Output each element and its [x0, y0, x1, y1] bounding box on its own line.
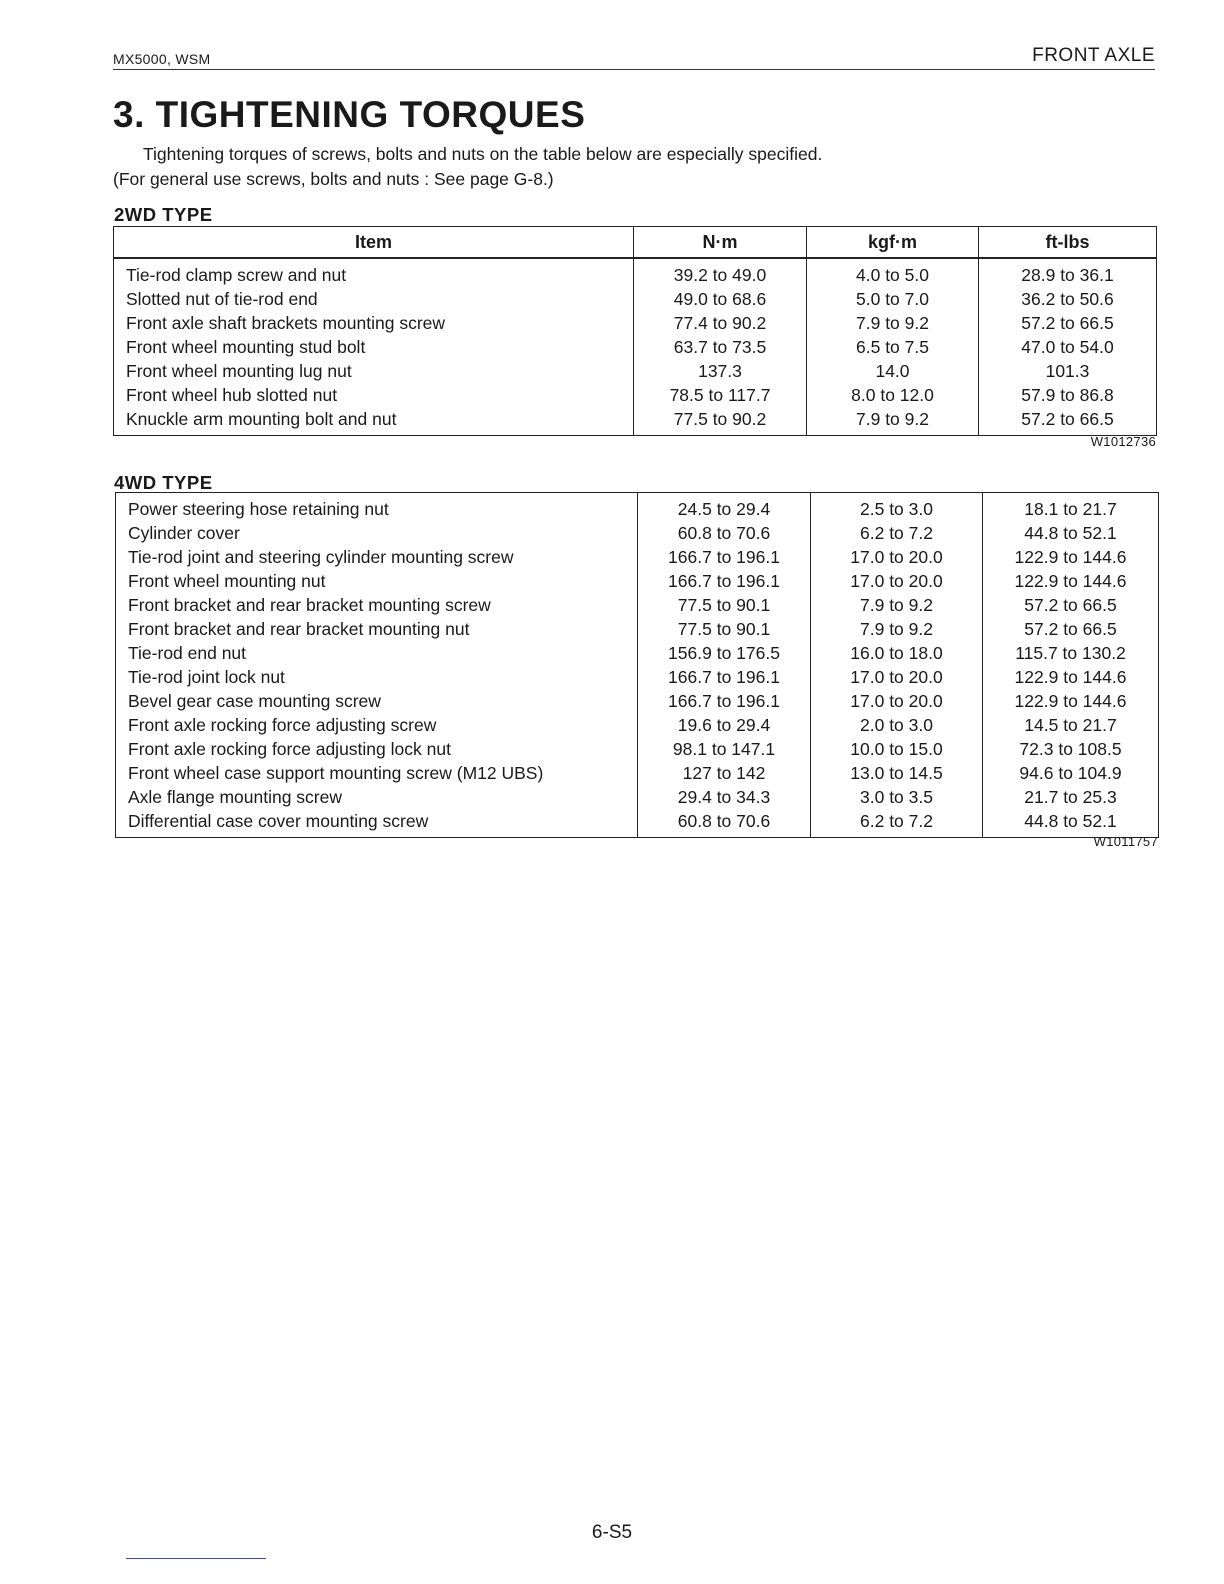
- row-nm: 127 to 142: [638, 761, 811, 785]
- row-item: Tie-rod end nut: [116, 641, 638, 665]
- row-ftlbs: 122.9 to 144.6: [1014, 571, 1127, 591]
- table-row: [116, 545, 1159, 569]
- table-row: [114, 359, 1157, 383]
- row-ftlbs: 122.9 to 144.6: [1014, 547, 1127, 567]
- table-row: [114, 311, 1157, 335]
- row-item: Front bracket and rear bracket mounting screw: [116, 593, 638, 617]
- row-kgfm: 6.2 to 7.2: [811, 521, 983, 545]
- table-row: [116, 713, 1159, 737]
- table-row: [116, 617, 1159, 641]
- row-ftlbs: 57.2 to 66.5: [1021, 409, 1114, 429]
- row-kgfm: 17.0 to 20.0: [811, 665, 983, 689]
- table-header-row: [114, 227, 1157, 259]
- row-ftlbs: 36.2 to 50.6: [1021, 289, 1114, 309]
- row-item: Front wheel case support mounting screw (M12 UBS): [116, 761, 638, 785]
- column-header-item: Item: [114, 227, 634, 259]
- row-nm: 29.4 to 34.3: [638, 785, 811, 809]
- intro-text: [113, 142, 822, 192]
- row-nm: 77.5 to 90.1: [638, 593, 811, 617]
- row-kgfm: 17.0 to 20.0: [811, 569, 983, 593]
- row-ftlbs: 57.2 to 66.5: [1021, 313, 1114, 333]
- row-nm: 137.3: [634, 359, 807, 383]
- row-ftlbs: 57.2 to 66.5: [1024, 619, 1117, 639]
- table-row: [116, 785, 1159, 809]
- row-nm: 77.5 to 90.1: [638, 617, 811, 641]
- row-item: Tie-rod joint and steering cylinder mounting screw: [116, 545, 638, 569]
- row-item: Knuckle arm mounting bolt and nut: [114, 407, 634, 436]
- row-ftlbs: 18.1 to 21.7: [1024, 499, 1117, 519]
- table-row: [114, 407, 1157, 436]
- row-nm: 49.0 to 68.6: [634, 287, 807, 311]
- row-item: Front axle shaft brackets mounting screw: [114, 311, 634, 335]
- table-row: [116, 809, 1159, 838]
- row-kgfm: 6.5 to 7.5: [807, 335, 979, 359]
- row-nm: 24.5 to 29.4: [638, 493, 811, 522]
- table-row: [116, 569, 1159, 593]
- table-body-2wd: [114, 258, 1157, 436]
- section-title-4wd: 4WD TYPE: [114, 472, 213, 493]
- row-nm: 60.8 to 70.6: [638, 521, 811, 545]
- torque-table-4wd: [115, 492, 1159, 838]
- intro-line-1: Tightening torques of screws, bolts and nuts on the table below are especially specified.: [143, 144, 823, 164]
- row-item: Front bracket and rear bracket mounting nut: [116, 617, 638, 641]
- row-item: Differential case cover mounting screw: [116, 809, 638, 838]
- figure-code-4wd: W1011757: [1093, 834, 1158, 849]
- row-kgfm: 17.0 to 20.0: [811, 689, 983, 713]
- row-item: Tie-rod clamp screw and nut: [114, 258, 634, 287]
- table-row: [114, 287, 1157, 311]
- row-kgfm: 7.9 to 9.2: [811, 617, 983, 641]
- row-nm: 63.7 to 73.5: [634, 335, 807, 359]
- row-ftlbs: 115.7 to 130.2: [1015, 643, 1126, 663]
- row-item: Power steering hose retaining nut: [116, 493, 638, 522]
- row-kgfm: 2.5 to 3.0: [811, 493, 983, 522]
- row-item: Tie-rod joint lock nut: [116, 665, 638, 689]
- row-kgfm: 14.0: [807, 359, 979, 383]
- table-row: [116, 737, 1159, 761]
- page-number: 6-S5: [591, 1522, 633, 1543]
- row-kgfm: 16.0 to 18.0: [811, 641, 983, 665]
- chapter-title: FRONT AXLE: [1032, 45, 1155, 66]
- row-item: Bevel gear case mounting screw: [116, 689, 638, 713]
- row-kgfm: 4.0 to 5.0: [807, 258, 979, 287]
- row-item: Axle flange mounting screw: [116, 785, 638, 809]
- section-title-2wd: 2WD TYPE: [114, 204, 213, 225]
- row-ftlbs: 101.3: [1045, 361, 1090, 381]
- figure-code-2wd: W1012736: [1090, 434, 1156, 449]
- row-kgfm: 2.0 to 3.0: [811, 713, 983, 737]
- table-row: [116, 689, 1159, 713]
- row-nm: 166.7 to 196.1: [638, 689, 811, 713]
- column-header-ftlbs: ft-lbs: [979, 227, 1157, 259]
- table-row: [116, 761, 1159, 785]
- row-ftlbs: 72.3 to 108.5: [1019, 739, 1122, 759]
- row-kgfm: 7.9 to 9.2: [807, 311, 979, 335]
- row-ftlbs: 14.5 to 21.7: [1024, 715, 1117, 735]
- table-row: [116, 641, 1159, 665]
- table-row: [116, 593, 1159, 617]
- manual-code: MX5000, WSM: [113, 51, 211, 67]
- row-kgfm: 3.0 to 3.5: [811, 785, 983, 809]
- footer-rule: [126, 1558, 266, 1559]
- column-header-nm: N·m: [634, 227, 807, 259]
- row-nm: 166.7 to 196.1: [638, 665, 811, 689]
- row-nm: 19.6 to 29.4: [638, 713, 811, 737]
- row-kgfm: 6.2 to 7.2: [811, 809, 983, 838]
- row-item: Slotted nut of tie-rod end: [114, 287, 634, 311]
- row-ftlbs: 122.9 to 144.6: [1014, 667, 1127, 687]
- row-item: Front wheel mounting nut: [116, 569, 638, 593]
- row-ftlbs: 57.9 to 86.8: [1021, 385, 1114, 405]
- row-nm: 166.7 to 196.1: [638, 569, 811, 593]
- page-title: 3. TIGHTENING TORQUES: [113, 94, 586, 135]
- row-kgfm: 5.0 to 7.0: [807, 287, 979, 311]
- row-ftlbs: 44.8 to 52.1: [1024, 811, 1117, 831]
- table-row: [116, 665, 1159, 689]
- row-item: Front axle rocking force adjusting screw: [116, 713, 638, 737]
- row-nm: 78.5 to 117.7: [634, 383, 807, 407]
- row-item: Front wheel mounting stud bolt: [114, 335, 634, 359]
- row-item: Front axle rocking force adjusting lock nut: [116, 737, 638, 761]
- row-kgfm: 7.9 to 9.2: [811, 593, 983, 617]
- row-ftlbs: 28.9 to 36.1: [1021, 265, 1114, 285]
- row-nm: 156.9 to 176.5: [638, 641, 811, 665]
- row-item: Front wheel hub slotted nut: [114, 383, 634, 407]
- table-row: [114, 258, 1157, 287]
- table-row: [116, 521, 1159, 545]
- table-row: [114, 383, 1157, 407]
- row-item: Cylinder cover: [116, 521, 638, 545]
- row-nm: 39.2 to 49.0: [634, 258, 807, 287]
- row-ftlbs: 47.0 to 54.0: [1021, 337, 1114, 357]
- row-nm: 98.1 to 147.1: [638, 737, 811, 761]
- row-kgfm: 7.9 to 9.2: [807, 407, 979, 436]
- row-nm: 77.4 to 90.2: [634, 311, 807, 335]
- row-ftlbs: 21.7 to 25.3: [1024, 787, 1117, 807]
- table-body-4wd: [116, 493, 1159, 838]
- row-kgfm: 10.0 to 15.0: [811, 737, 983, 761]
- intro-line-2: (For general use screws, bolts and nuts : See page G-8.): [113, 169, 554, 189]
- row-nm: 77.5 to 90.2: [634, 407, 807, 436]
- row-ftlbs: 122.9 to 144.6: [1014, 691, 1127, 711]
- row-kgfm: 13.0 to 14.5: [811, 761, 983, 785]
- row-ftlbs: 57.2 to 66.5: [1024, 595, 1117, 615]
- row-kgfm: 8.0 to 12.0: [807, 383, 979, 407]
- page-header: [113, 44, 1155, 70]
- table-row: [116, 493, 1159, 522]
- torque-table-2wd: [113, 226, 1157, 436]
- row-nm: 60.8 to 70.6: [638, 809, 811, 838]
- row-nm: 166.7 to 196.1: [638, 545, 811, 569]
- row-kgfm: 17.0 to 20.0: [811, 545, 983, 569]
- column-header-kgfm: kgf·m: [807, 227, 979, 259]
- row-item: Front wheel mounting lug nut: [114, 359, 634, 383]
- row-ftlbs: 44.8 to 52.1: [1024, 523, 1117, 543]
- table-row: [114, 335, 1157, 359]
- row-ftlbs: 94.6 to 104.9: [1019, 763, 1122, 783]
